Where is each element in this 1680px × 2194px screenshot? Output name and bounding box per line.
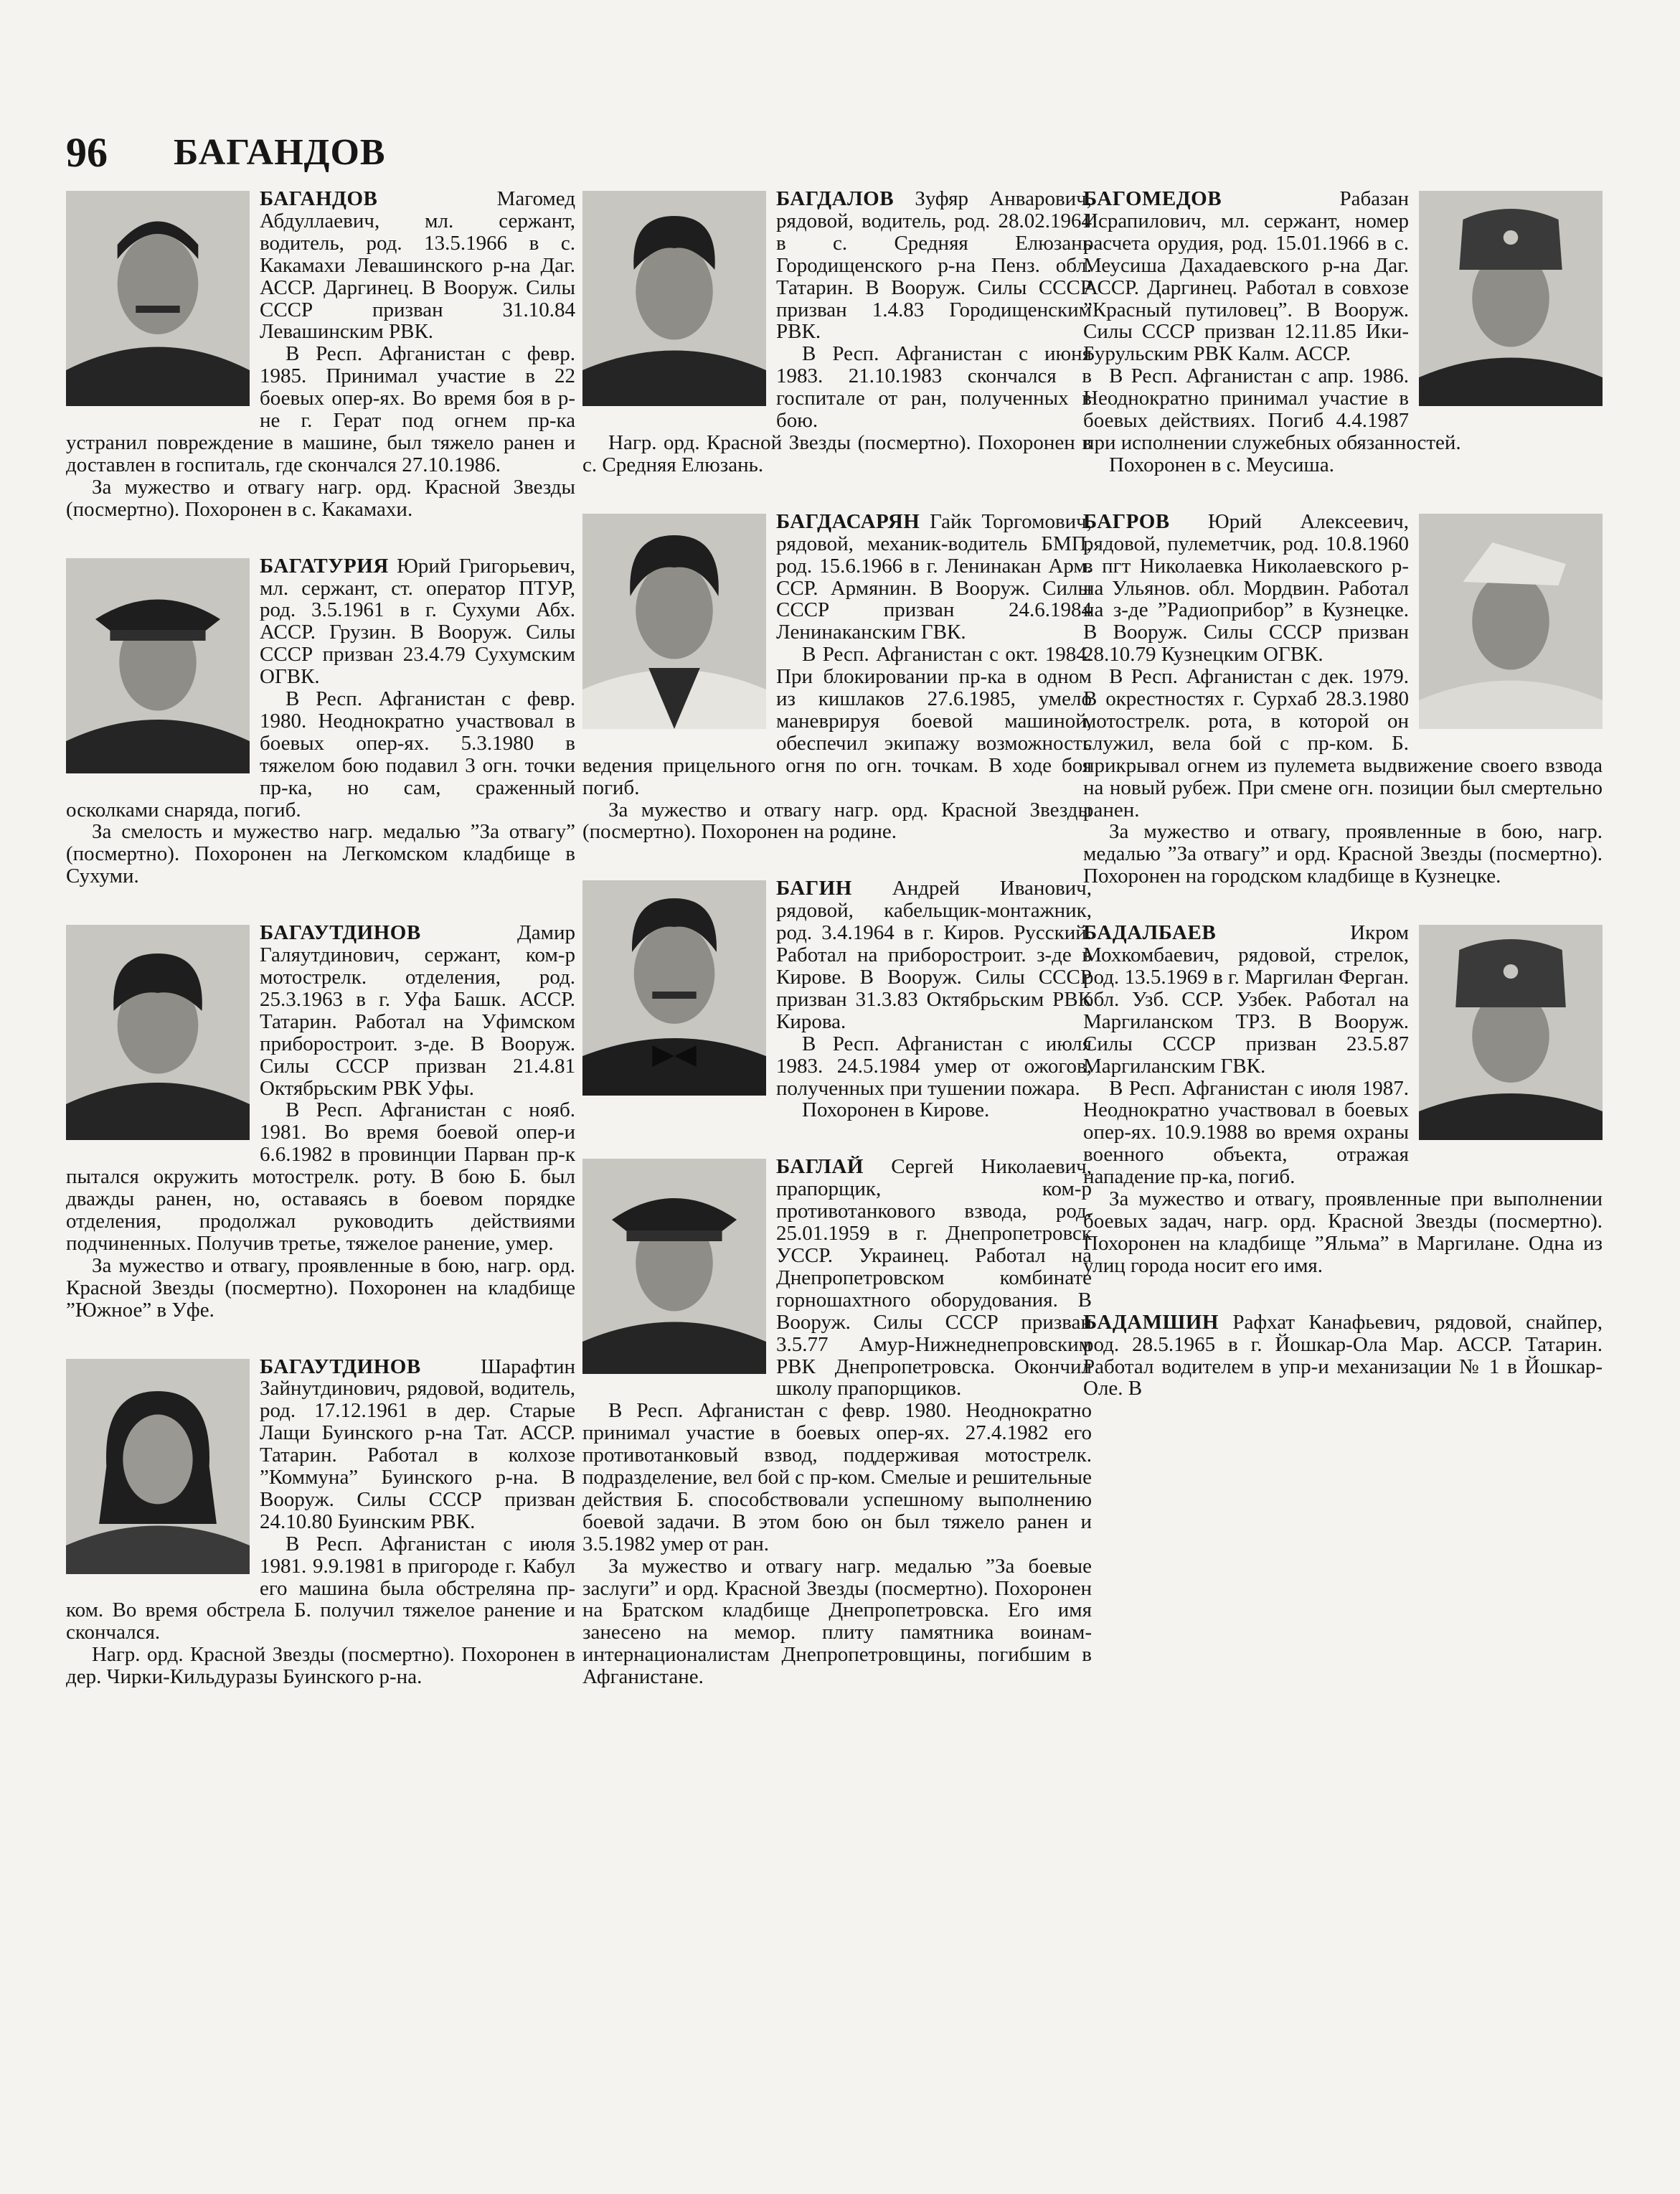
surname: БАГДАСАРЯН — [776, 510, 920, 533]
page-number: 96 — [66, 129, 108, 176]
portrait-photo — [1419, 925, 1603, 1140]
portrait-photo — [582, 880, 766, 1096]
entry-badalbaev — [1083, 922, 1603, 1277]
bio: Зуфяр Анварович, рядовой, водитель, род. 28.02.1964 в с. Средняя Елюзань Городищенского р-на Пенз. обл. Татарин. В Вооруж. Силы СССР призван 1.4.83 Городищенским РВК. — [776, 188, 1092, 344]
award-text: За мужество и отвагу нагр. медалью ”За боевые заслуги” и орд. Красной Звезды (посмертно). Похоронен на Братском кладбище Днепропетровска. Его имя занесено на мемор. плиту памятника воинам-интернационалистам Днепропетровщины, погибшим в Афганистане. — [582, 1554, 1092, 1689]
surname: БАГОМЕДОВ — [1083, 188, 1222, 210]
column-1 — [66, 188, 575, 2168]
service-text: В Респ. Афганистан с июня 1983. 21.10.1983 скончался в госпитале от ран, полученных в бою. — [776, 342, 1092, 433]
bio: Юрий Григорьевич, мл. сержант, ст. оператор ПТУР, род. 3.5.1961 в г. Сухуми Абх. АССР. Грузин. В Вооруж. Силы СССР призван 23.4.79 Сухумским ОГВК. — [260, 555, 575, 689]
award-text: Нагр. орд. Красной Звезды (посмертно). Похоронен в дер. Чирки-Кильдуразы Буинского р-на. — [66, 1643, 575, 1689]
service-text: В Респ. Афганистан с февр. 1980. Неоднократно участвовал в боевых опер-ях. 5.3.1980 в тяжелом бою подавил 3 огн. точки пр-ка, но сам, сраженный осколками снаряда, погиб. — [66, 687, 575, 821]
service-text: В Респ. Афганистан с июля 1987. Неоднократно участвовал в боевых опер-ях. 10.9.1988 во время охраны военного объекта, отражая нападение пр-ка, погиб. — [1083, 1076, 1409, 1189]
entry-bagautdinov-sharaftin — [66, 1356, 575, 1689]
entry-badamshin — [1083, 1312, 1603, 1400]
bio: Икром Мохкомбаевич, рядовой, стрелок, род. 13.5.1969 в г. Маргилан Ферган. обл. Узб. ССР. Узбек. Работал на Маргиланском ТРЗ. В Вооруж. Силы СССР призван 23.5.87 Маргиланским ГВК. — [1083, 922, 1409, 1078]
surname: БАДАМШИН — [1083, 1311, 1219, 1334]
portrait-photo — [66, 925, 250, 1140]
running-head: БАГАНДОВ — [174, 132, 386, 173]
portrait-photo — [1419, 191, 1603, 406]
service-text: В Респ. Афганистан с февр. 1980. Неоднократно принимал участие в боевых опер-ях. 27.4.1982 его противотанковый взвод, поддерживая мотострелк. подразделение, вел бой с пр-ком. Смелые и решительные действия Б. способствовали успешному выполнению боевой задачи. В этом бою он был тяжело ранен и 3.5.1982 умер от ран. — [582, 1399, 1092, 1555]
surname: БАГАУТДИНОВ — [260, 1355, 421, 1378]
surname: БАГИН — [776, 877, 852, 900]
entry-bagandov — [66, 188, 575, 521]
entry-bagomedov — [1083, 188, 1603, 476]
award-text: Похоронен в с. Меусиша. — [1109, 453, 1334, 476]
surname: БАГАУТДИНОВ — [260, 922, 421, 945]
surname: БАГЛАЙ — [776, 1156, 864, 1179]
portrait-photo — [66, 191, 250, 406]
entry-bagdalov — [582, 188, 1092, 476]
award-text: Похоронен в Кирове. — [802, 1098, 990, 1122]
surname: БАГАНДОВ — [260, 188, 378, 210]
service-text: В Респ. Афганистан с июля 1981. 9.9.1981 в пригороде г. Кабул его машина была обстреляна пр-ком. Во время обстрела Б. получил тяжелое ранение и скончался. — [66, 1532, 575, 1644]
bio: Рабазан Исрапилович, мл. сержант, номер расчета орудия, род. 15.01.1966 в с. Меусиша Дахадаевского р-на Даг. АССР. Даргинец. Работал в совхозе ”Красный путиловец”. В Вооруж. Силы СССР призван 12.11.85 Ики-Бурульским РВК Калм. АССР. — [1083, 188, 1409, 366]
portrait-photo — [582, 191, 766, 406]
entry-baglai — [582, 1156, 1092, 1688]
award-text: За мужество и отвагу, проявленные в бою, нагр. орд. Красной Звезды (посмертно). Похоронен на кладбище ”Южное” в Уфе. — [66, 1253, 575, 1322]
column-2 — [582, 188, 1092, 2168]
surname: БАГАТУРИЯ — [260, 555, 389, 578]
bio: Шарафтин Зайнутдинович, рядовой, водитель, род. 17.12.1961 в дер. Старые Лащи Буинского р-на Тат. АССР. Татарин. Работал в колхозе ”Коммуна” Буинского р-на. В Вооруж. Силы СССР призван 24.10.80 Буинским РВК. — [260, 1355, 575, 1533]
service-text: В Респ. Афганистан с окт. 1984. При блокировании пр-ка в одном из кишлаков 27.6.1985, умело маневрируя боевой машиной, обеспечил экипажу возможность ведения прицельного огня по огн. точкам. В ходе боя погиб. — [582, 643, 1092, 799]
service-text: В Респ. Афганистан с июля 1983. 24.5.1984 умер от ожогов, полученных при тушении пожара. — [776, 1032, 1092, 1100]
bio: Андрей Иванович, рядовой, кабельщик-монтажник, род. 3.4.1964 в г. Киров. Русский. Работал на приборостроит. з-де в Кирове. В Вооруж. Силы СССР призван 31.3.83 Октябрьским РВК Кирова. — [776, 877, 1092, 1033]
portrait-photo — [582, 514, 766, 729]
entry-bagin — [582, 877, 1092, 1121]
award-text: За смелость и мужество нагр. медалью ”За отвагу” (посмертно). Похоронен на Легкомском кладбище в Сухуми. — [66, 820, 575, 888]
page-header — [66, 128, 1615, 178]
surname: БАДАЛБАЕВ — [1083, 922, 1217, 945]
entry-bagautdinov-damir — [66, 922, 575, 1321]
portrait-photo — [1419, 514, 1603, 729]
portrait-photo — [582, 1159, 766, 1374]
surname: БАГДАЛОВ — [776, 188, 895, 210]
column-3 — [1083, 188, 1603, 2168]
entry-bagdasaryan — [582, 511, 1092, 844]
service-text: В Респ. Афганистан с февр. 1985. Принимал участие в 22 боевых опер-ях. Во время боя в р-не г. Герат под огнем пр-ка устранил повреждение в машине, был тяжело ранен и доставлен в госпиталь, где скончался 27.10.1986. — [66, 342, 575, 476]
bio: Дамир Галяутдинович, сержант, ком-р мотострелк. отделения, род. 25.3.1963 в г. Уфа Башк. АССР. Татарин. Работал на Уфимском приборостроит. з-де. В Вооруж. Силы СССР призван 21.4.81 Октябрьским РВК Уфы. — [260, 922, 575, 1100]
entry-bagrov — [1083, 511, 1603, 888]
bio: Рафхат Канафьевич, рядовой, снайпер, род. 28.5.1965 в г. Йошкар-Ола Мар. АССР. Татарин. Работал водителем в упр-и механизации № 1 в Йошкар-Оле. В — [1083, 1311, 1603, 1400]
bio: Гайк Торгомович, рядовой, механик-водитель БМП, род. 15.6.1966 в г. Ленинакан Арм. ССР. Армянин. В Вооруж. Силы СССР призван 24.6.1984 Ленинаканским ГВК. — [776, 510, 1092, 644]
surname: БАГРОВ — [1083, 510, 1170, 533]
award-text: За мужество и отвагу нагр. орд. Красной Звезды (посмертно). Похоронен в с. Какамахи. — [66, 475, 575, 521]
bio: Магомед Абдуллаевич, мл. сержант, водитель, род. 13.5.1966 в с. Какамахи Левашинского р-на Даг. АССР. Даргинец. В Вооруж. Силы СССР призван 31.10.84 Левашинским РВК. — [260, 188, 575, 344]
portrait-photo — [66, 558, 250, 773]
bio: Юрий Алексеевич, рядовой, пулеметчик, род. 10.8.1960 в пгт Николаевка Николаевского р-на Ульянов. обл. Мордвин. Работал на з-де ”Радиоприбор” в Кузнецке. В Вооруж. Силы СССР призван 28.10.79 Кузнецким ОГВК. — [1083, 510, 1409, 667]
award-text: Нагр. орд. Красной Звезды (посмертно). Похоронен в с. Средняя Елюзань. — [582, 430, 1092, 476]
award-text: За мужество и отвагу нагр. орд. Красной Звезды (посмертно). Похоронен на родине. — [582, 798, 1092, 844]
service-text: В Респ. Афганистан с нояб. 1981. Во время боевой опер-и 6.6.1982 в провинции Парван пр-к пытался окружить мотострелк. роту. В бою Б. был дважды ранен, но, оставаясь в боевом порядке отделения, продолжал руководить действиями подчиненных. Получив третье, тяжелое ранение, умер. — [66, 1098, 575, 1255]
bio: Сергей Николаевич, прапорщик, ком-р противотанкового взвода, род. 25.01.1959 в г. Днепропетровск УССР. Украинец. Работал на Днепропетровском комбинате горношахтного оборудования. В Вооруж. Силы СССР призван 3.5.77 Амур-Нижнеднепровским РВК Днепропетровска. Окончил школу прапорщиков. — [776, 1156, 1092, 1400]
award-text: За мужество и отвагу, проявленные при выполнении боевых задач, нагр. орд. Красной Звезды (посмертно). Похоронен на кладбище ”Яльма” в Маргилане. Одна из улиц города носит его имя. — [1083, 1187, 1603, 1277]
service-text: В Респ. Афганистан с дек. 1979. В окрестностях г. Сурхаб 28.3.1980 мотострелк. рота, в которой он служил, вела бой с пр-ком. Б. прикрывал огнем из пулемета выдвижение своего взвода на новый рубеж. При смене огн. позиции был смертельно ранен. — [1083, 665, 1603, 821]
service-text: В Респ. Афганистан с апр. 1986. Неоднократно принимал участие в боевых действиях. Погиб 4.4.1987 при исполнении служебных обязанностей. — [1083, 364, 1461, 454]
portrait-photo — [66, 1359, 250, 1574]
award-text: За мужество и отвагу, проявленные в бою, нагр. медалью ”За отвагу” и орд. Красной Звезды (посмертно). Похоронен на городском кладбище в Кузнецке. — [1083, 820, 1603, 888]
entry-bagaturiya — [66, 555, 575, 888]
